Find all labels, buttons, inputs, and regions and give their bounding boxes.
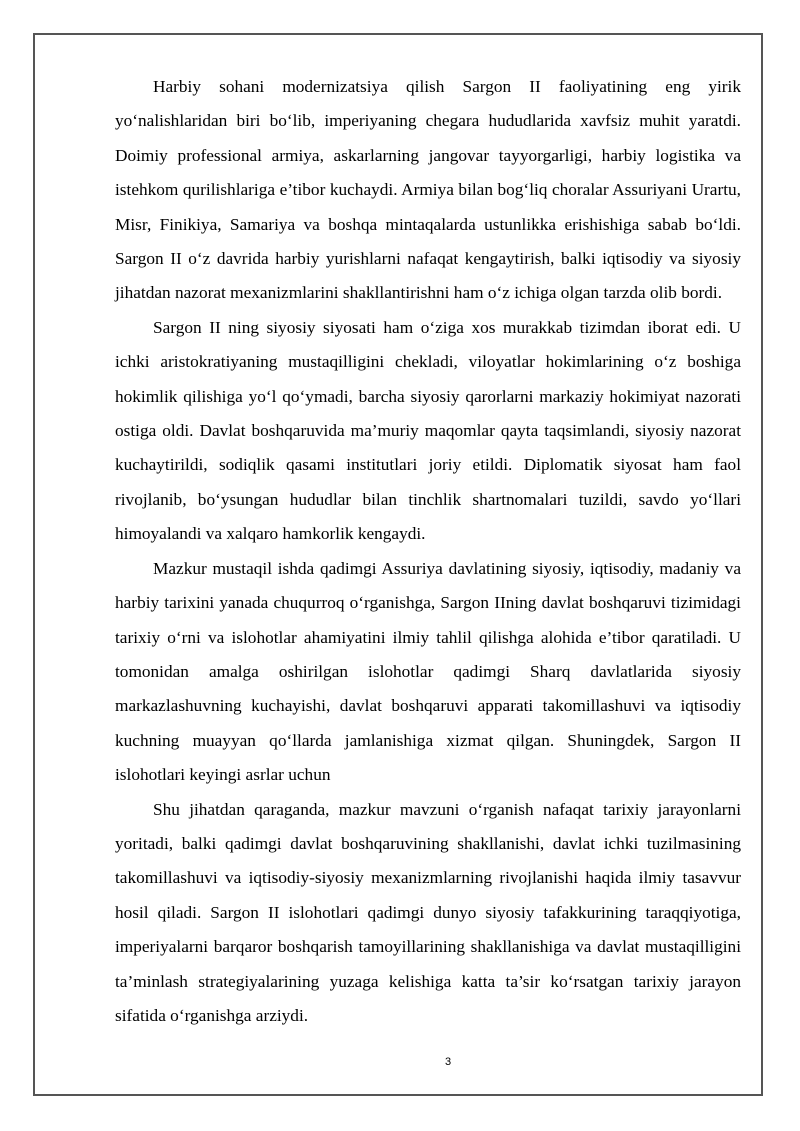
- page-number: 3: [444, 1056, 452, 1068]
- document-body: [115, 70, 741, 1033]
- paragraph-1: Harbiy sohani modernizatsiya qilish Sargon II faoliyatining eng yirik yo‘nalishlaridan biri bo‘lib, imperiyaning chegara hududlarida xavfsiz muhit yaratdi. Doimiy professional armiya, askarlarning jangovar tayyorgarligi, harbiy logistika va istehkom qurilishlariga e’tibor kuchaydi. Armiya bilan bog‘liq choralar Assuriyani Urartu, Misr, Finikiya, Samariya va boshqa mintaqalarda ustunlikka erishishiga sabab bo‘ldi. Sargon II o‘z davrida harbiy yurishlarni nafaqat kengaytirish, balki iqtisodiy va siyosiy jihatdan nazorat mexanizmlarini shakllantirishni ham o‘z ichiga olgan tarzda olib bordi.: [115, 77, 741, 303]
- paragraph-4: Shu jihatdan qaraganda, mazkur mavzuni o‘rganish nafaqat tarixiy jarayonlarni yoritadi, balki qadimgi davlat boshqaruvining shakllanishi, davlat ichki tuzilmasining takomillashuvi va iqtisodiy-siyosiy mexanizmlarning rivojlanishi haqida ilmiy tasavvur hosil qiladi. Sargon II islohotlari qadimgi dunyo siyosiy tafakkurining taraqqiyotiga, imperiyalarni barqaror boshqarish tamoyillarining shakllanishiga va davlat mustaqilligini ta’minlash strategiyalarining yuzaga kelishiga katta ta’sir ko‘rsatgan tarixiy jarayon sifatida o‘rganishga arziydi.: [115, 799, 741, 1025]
- paragraph-2: Sargon II ning siyosiy siyosati ham o‘ziga xos murakkab tizimdan iborat edi. U ichki aristokratiyaning mustaqilligini chekladi, viloyatlar hokimlarining o‘z boshiga hokimlik qilishiga yo‘l qo‘ymadi, barcha siyosiy qarorlarni markaziy hokimiyat nazorati ostiga oldi. Davlat boshqaruvida ma’muriy maqomlar qayta taqsimlandi, siyosiy nazorat kuchaytirildi, sodiqlik qasami institutlari joriy etildi. Diplomatik siyosat ham faol rivojlanib, bo‘ysungan hududlar bilan tinchlik shartnomalari tuzildi, savdo yo‘llari himoyalandi va xalqaro hamkorlik kengaydi.: [115, 317, 741, 544]
- paragraph-3: Mazkur mustaqil ishda qadimgi Assuriya davlatining siyosiy, iqtisodiy, madaniy va harbiy tarixini yanada chuqurroq o‘rganishga, Sargon IIning davlat boshqaruvi tizimidagi tarixiy o‘rni va islohotlar ahamiyatini ilmiy tahlil qilishga alohida e’tibor qaratiladi. U tomonidan amalga oshirilgan islohotlar qadimgi Sharq davlatlarida siyosiy markazlashuvning kuchayishi, davlat boshqaruvi apparati takomillashuvi va iqtisodiy kuchning muayyan qo‘llarda jamlanishiga xizmat qilgan. Shuningdek, Sargon II islohotlari keyingi asrlar uchun: [115, 558, 741, 785]
